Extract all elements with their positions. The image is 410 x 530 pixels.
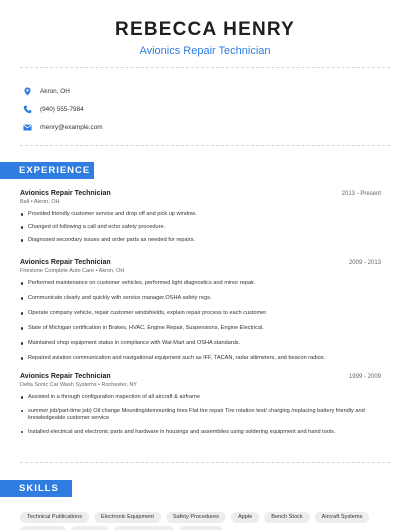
skill-chip: Electronic Equipment (94, 512, 161, 523)
experience-heading: EXPERIENCE (0, 162, 94, 179)
job-bullet: summer job/part-time job) Oil change Mounting/demounting tires Flat tire repair Tire rotation test/ charging /replacing battery friendly and knowledgeable customer service (20, 408, 381, 423)
job-dates: 2013 - Present (341, 191, 381, 197)
contact-location (22, 82, 103, 100)
skill-chip: Technical Publications (20, 512, 89, 523)
skill-chip-partial (20, 526, 66, 530)
job-bullet: Performed maintenance on customer vehicles, performed light diagnostics and minor repair. (20, 280, 381, 288)
location-text: Akron, OH (40, 87, 70, 95)
job-bullet: Operate company vehicle, repair customer windshields, explain repair process to each customer. (20, 310, 381, 318)
contact-phone (22, 100, 103, 118)
job-bullet: Changed oil following a call and echo safety procedure. (20, 224, 381, 232)
experience-divider (20, 462, 390, 463)
resume-header (0, 0, 410, 58)
phone-icon (22, 104, 32, 114)
header-divider (20, 67, 390, 68)
job-title: Avionics Repair Technician (20, 190, 111, 197)
candidate-title: Avionics Repair Technician (139, 45, 271, 57)
skills-list (20, 512, 369, 523)
skill-chip-partial (114, 526, 174, 530)
job-title: Avionics Repair Technician (20, 259, 111, 266)
job-bullet: Communicate clearly and quickly with service manager.OSHA safety regs. (20, 295, 381, 303)
skill-chip: Aircraft Systems (315, 512, 370, 523)
job-entry-1 (20, 190, 381, 245)
job-dates: 1999 - 2009 (348, 374, 381, 380)
job-entry-3 (20, 373, 381, 436)
mail-icon (22, 122, 32, 132)
candidate-name: REBECCA HENRY (115, 19, 295, 40)
contact-divider (20, 145, 390, 146)
skill-chip: Bench Stock (264, 512, 309, 523)
job-title: Avionics Repair Technician (20, 373, 111, 380)
contact-email (22, 118, 103, 136)
skills-list-overflow (20, 526, 223, 530)
job-bullet: Diagnosed secondary issues and order parts as needed for repairs. (20, 237, 381, 245)
job-bullet: Assisted in a through configuration inspection of all aircraft & airframe (20, 394, 381, 402)
skill-chip-partial (71, 526, 109, 530)
phone-text: (940) 555-7984 (40, 105, 84, 113)
job-dates: 2009 - 2013 (348, 260, 381, 266)
job-bullet: Installed electrical and electronic parts and hardware in housings and assemblies using soldering equipment and hand tools. (20, 429, 381, 437)
skill-chip-partial (179, 526, 223, 530)
email-text[interactable]: rhenry@example.com (40, 123, 103, 131)
job-company: Firestone Complete Auto Care • Akron, OH (20, 268, 125, 274)
location-pin-icon (22, 86, 32, 96)
job-company: Delta Sonic Car Wash Systems • Rochester, NY (20, 382, 137, 388)
skill-chip: Safety Procedures (166, 512, 226, 523)
skills-heading: SKILLS (0, 480, 72, 497)
contact-block (22, 82, 103, 136)
job-bullet: Provided friendly customer service and drop off and pick up window. (20, 211, 381, 219)
job-bullet: Repaired aviation communication and navigational equipment such as IFF, TACAN, radar altimeters, and beacon radios. (20, 355, 381, 363)
skill-chip: Apple (231, 512, 259, 523)
job-company: Ball • Akron, OH (20, 199, 60, 205)
job-bullet: State of Michigan certification in Brakes, HVAC, Engine Repair, Suspensions, Engine Electrical. (20, 325, 381, 333)
job-bullet: Maintained shop equipment status in compliance with Wal-Mart and OSHA standards. (20, 340, 381, 348)
job-entry-2 (20, 259, 381, 363)
